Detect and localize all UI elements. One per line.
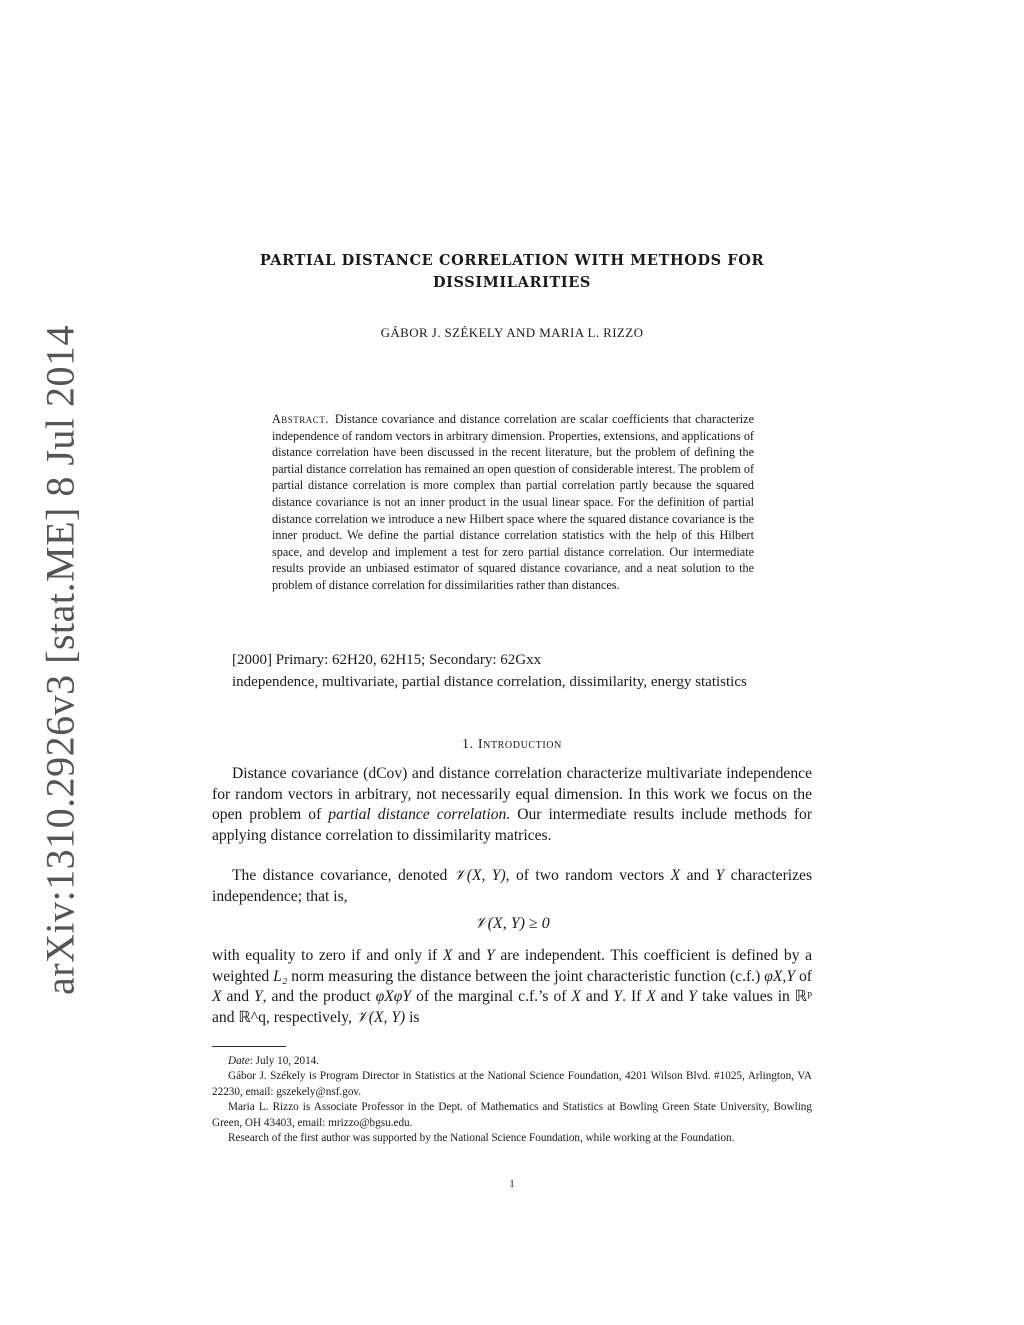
math-x: X bbox=[670, 867, 681, 884]
paper-title-line-2: DISSIMILARITIES bbox=[433, 274, 591, 291]
keywords: independence, multivariate, partial distance correlation, dissimilarity, energy statistics bbox=[232, 674, 747, 690]
footnote-author-2: Maria L. Rizzo is Associate Professor in the Dept. of Mathematics and Statistics at Bowling Green State University, Bowling Green, OH 43403, email: mrizzo@bgsu.edu. bbox=[212, 1101, 812, 1129]
math-x: X bbox=[646, 988, 656, 1005]
math-rq: ℝ^q bbox=[238, 1008, 266, 1026]
intro-paragraph-3 bbox=[212, 946, 812, 1028]
math-phi-xy: φX,Y bbox=[764, 967, 795, 985]
text-run: and bbox=[680, 867, 716, 884]
footnotes bbox=[212, 1054, 812, 1146]
math-l2: L₂ bbox=[273, 967, 288, 985]
text-run: of bbox=[795, 967, 812, 985]
footnote-rule bbox=[212, 1046, 286, 1047]
text-run: are independent. This coefficient is defined by a weighted bbox=[212, 947, 812, 985]
emphasis-partial-distance-correlation: partial distance correlation bbox=[328, 806, 507, 823]
math-y: Y bbox=[688, 988, 697, 1005]
section-title: Introduction bbox=[477, 737, 562, 752]
text-run: is bbox=[405, 1008, 420, 1026]
text-run: and bbox=[452, 947, 487, 964]
math-x: X bbox=[442, 947, 453, 964]
math-dcov: 𝒱(X, Y) bbox=[453, 867, 506, 884]
math-y: Y bbox=[253, 988, 263, 1005]
text-run: norm measuring the distance between the joint characteristic function (c.f.) bbox=[287, 967, 765, 985]
paper-title bbox=[200, 250, 824, 294]
math-y: Y bbox=[486, 947, 495, 964]
footnote-support: Research of the first author was supported by the National Science Foundation, while working at the Foundation. bbox=[228, 1132, 735, 1145]
footnote-date bbox=[212, 1054, 812, 1069]
display-equation: 𝒱(X, Y) ≥ 0 bbox=[474, 915, 550, 932]
text-run: , of two random vectors bbox=[505, 867, 671, 884]
text-run: , and the product bbox=[262, 988, 376, 1005]
date-label: Date bbox=[228, 1055, 250, 1067]
authors: GÁBOR J. SZÉKELY AND MARIA L. RIZZO bbox=[380, 325, 644, 340]
text-run: take values in bbox=[696, 988, 795, 1005]
intro-paragraph-1 bbox=[212, 764, 812, 846]
msc-classification: [2000] Primary: 62H20, 62H15; Secondary: 62Gxx bbox=[232, 652, 542, 668]
abstract-label: Abstract. bbox=[272, 412, 329, 426]
text-run: characterizes independence; that is, bbox=[212, 867, 813, 905]
math-y: Y bbox=[715, 867, 725, 884]
text-run: Distance covariance (dCov) and distance correlation characterize multivariate independence for random vectors in arbitrary, not necessarily equal dimension. In this work we focus on the open problem of bbox=[212, 765, 812, 823]
text-run: with equality to zero if and only if bbox=[212, 947, 443, 964]
abstract bbox=[272, 411, 754, 594]
footnote-author-1: Gábor J. Székely is Program Director in Statistics at the National Science Foundation, 4201 Wilson Blvd. #1025, Arlington, VA 22230, email: gszekely@nsf.gov. bbox=[212, 1070, 812, 1098]
text-run: and bbox=[212, 1008, 239, 1026]
paper-title-line-1: PARTIAL DISTANCE CORRELATION WITH METHODS FOR bbox=[259, 252, 765, 269]
text-run: and bbox=[580, 988, 614, 1005]
math-x: X bbox=[571, 988, 581, 1005]
text-run: and bbox=[655, 988, 689, 1005]
text-run: of the marginal c.f.’s of bbox=[411, 988, 572, 1005]
section-number: 1. bbox=[462, 737, 474, 752]
date-value: : July 10, 2014. bbox=[249, 1055, 320, 1067]
intro-paragraph-2 bbox=[212, 866, 812, 907]
arxiv-identifier: arXiv:1310.2926v3 [stat.ME] 8 Jul 2014 bbox=[37, 324, 83, 996]
section-heading bbox=[212, 737, 812, 753]
abstract-text: Distance covariance and distance correlation are scalar coefficients that characterize independence of random vectors in arbitrary dimension. Properties, extensions, and applications of distance correlation have been discussed in the recent literature, but the problem of defining the partial distance correlation has remained an open question of considerable interest. The problem of partial distance correlation is more complex than partial correlation partly because the squared distance covariance is not an inner product in the usual linear space. For the definition of partial distance correlation we introduce a new Hilbert space where the squared distance covariance is the inner product. We define the partial distance correlation statistics with the help of this Hilbert space, and develop and implement a test for zero partial distance correlation. Our intermediate results provide an unbiased estimator of squared distance covariance, and a neat solution to the problem of distance correlation for dissimilarities rather than distances. bbox=[272, 412, 754, 592]
text-run: The distance covariance, denoted bbox=[232, 867, 454, 884]
page-number: 1 bbox=[509, 1178, 515, 1190]
math-phi-x-phi-y: φXφY bbox=[375, 988, 412, 1005]
math-dcov: 𝒱(X, Y) bbox=[355, 1008, 406, 1026]
text-run: . Our intermediate results include methods for applying distance correlation to dissimilarity matrices. bbox=[212, 806, 813, 844]
math-rp: ℝᵖ bbox=[794, 988, 812, 1005]
text-run: , respectively, bbox=[265, 1008, 356, 1026]
text-run: and bbox=[221, 988, 254, 1005]
text-run: . If bbox=[622, 988, 647, 1005]
math-x: X bbox=[212, 988, 222, 1005]
math-y: Y bbox=[613, 988, 623, 1005]
